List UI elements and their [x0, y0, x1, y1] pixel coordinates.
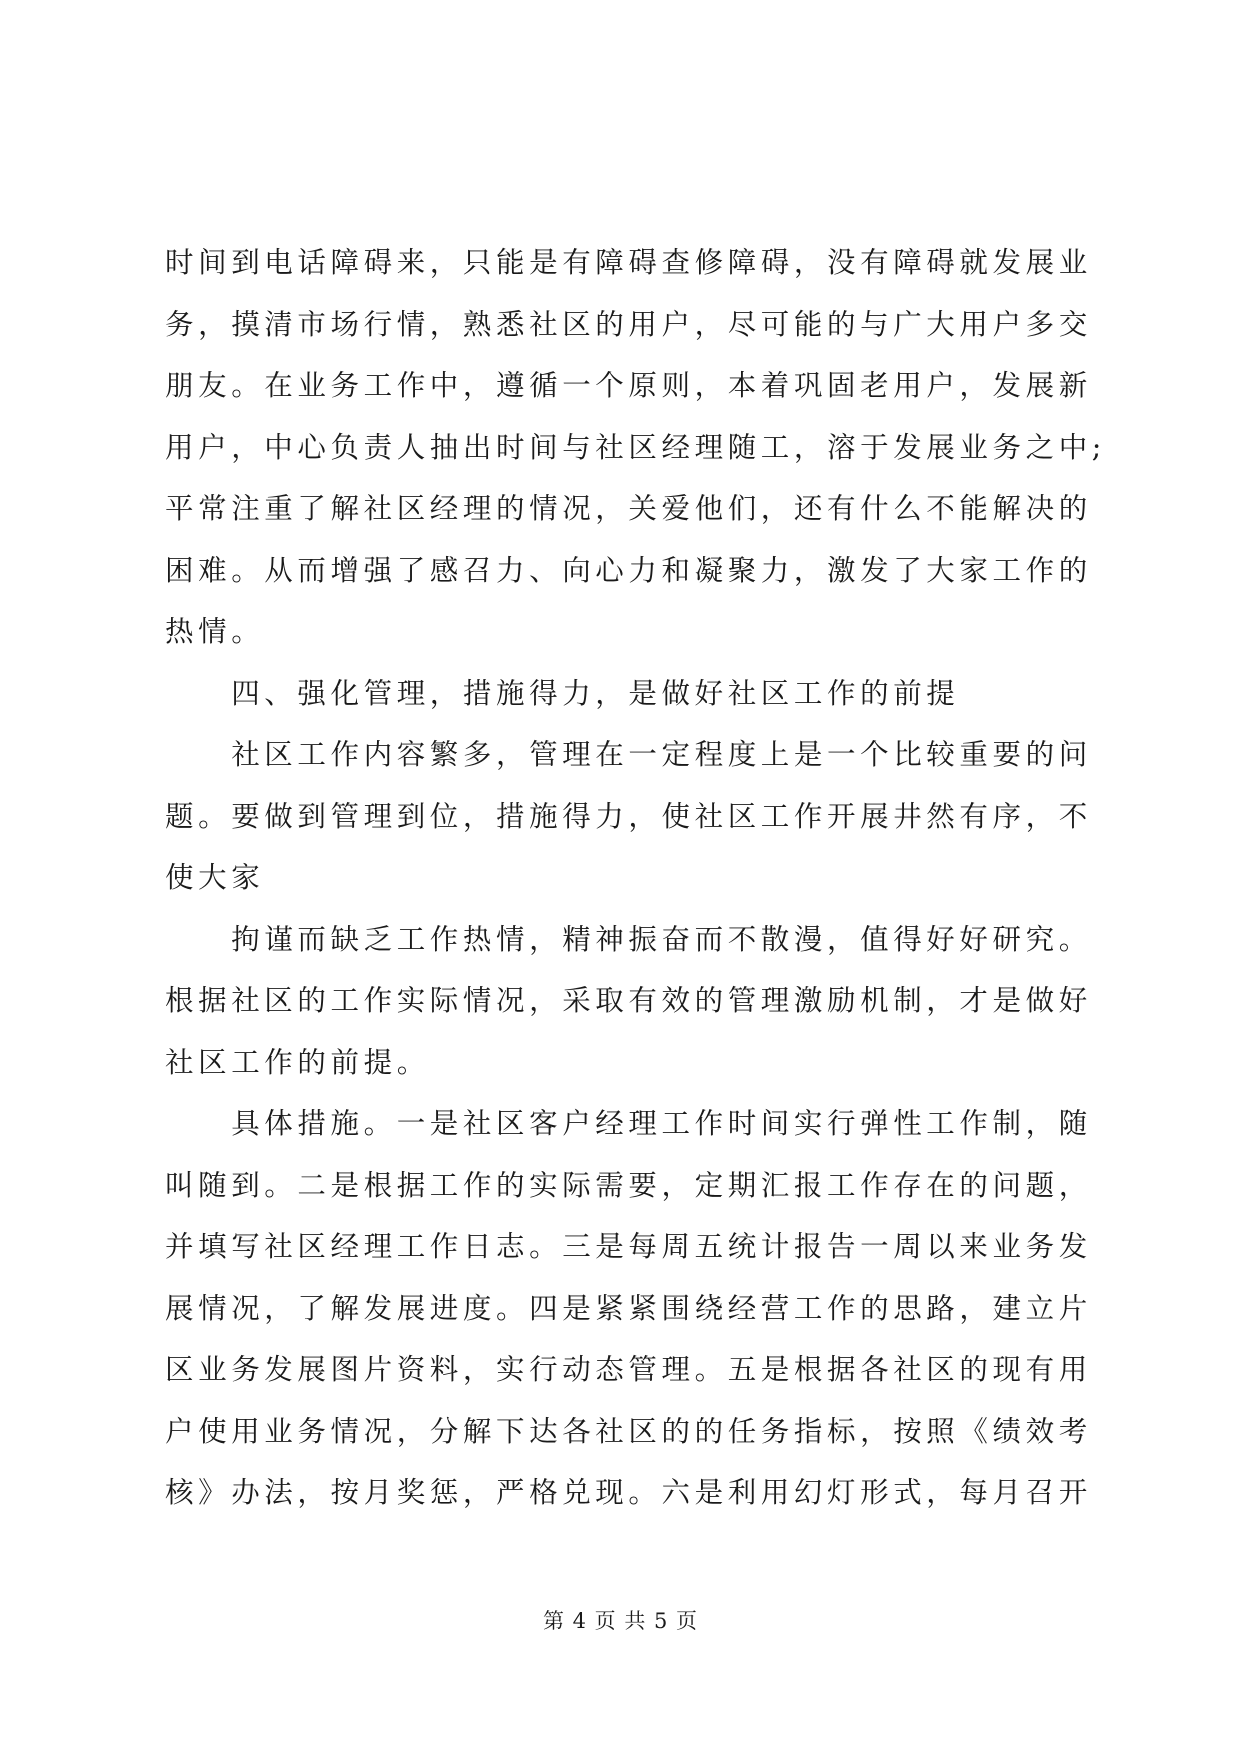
text-line: 并填写社区经理工作日志。三是每周五统计报告一周以来业务发	[165, 1230, 1092, 1263]
text-line: 时间到电话障碍来，只能是有障碍查修障碍，没有障碍就发展业	[165, 246, 1092, 279]
text-line: 户使用业务情况，分解下达各社区的的任务指标，按照《绩效考	[165, 1414, 1092, 1448]
body-text	[165, 232, 1107, 1524]
text-line: 题。要做到管理到位，措施得力，使社区工作开展井然有序，不	[165, 799, 1092, 833]
text-line: 热情。	[165, 615, 265, 648]
text-line: 朋友。在业务工作中，遵循一个原则，本着巩固老用户，发展新	[165, 369, 1092, 402]
text-line: 社区工作内容繁多，管理在一定程度上是一个比较重要的问	[165, 738, 1092, 771]
text-line: 展情况，了解发展进度。四是紧紧围绕经营工作的思路，建立片	[165, 1291, 1092, 1325]
text-line: 使大家	[165, 861, 265, 894]
text-line: 平常注重了解社区经理的情况，关爱他们，还有什么不能解决的	[165, 492, 1092, 525]
text-line: 根据社区的工作实际情况，采取有效的管理激励机制，才是做好	[165, 984, 1092, 1017]
text-line: 叫随到。二是根据工作的实际需要，定期汇报工作存在的问题，	[165, 1168, 1092, 1202]
text-line: 具体措施。一是社区客户经理工作时间实行弹性工作制，随	[165, 1107, 1092, 1140]
text-line: 社区工作的前提。	[165, 1045, 430, 1079]
text-line: 区业务发展图片资料，实行动态管理。五是根据各社区的现有用	[165, 1353, 1092, 1386]
text-line: 困难。从而增强了感召力、向心力和凝聚力，激发了大家工作的	[165, 553, 1092, 587]
page-footer: 第 4 页 共 5 页	[542, 1609, 699, 1633]
text-line: 拘谨而缺乏工作热情，精神振奋而不散漫，值得好好研究。	[165, 922, 1092, 956]
text-line: 用户，中心负责人抽出时间与社区经理随工，溶于发展业务之中;	[165, 430, 1107, 464]
text-line: 务，摸清市场行情，熟悉社区的用户，尽可能的与广大用户多交	[165, 307, 1092, 341]
text-line: 核》办法，按月奖惩，严格兑现。六是利用幻灯形式，每月召开	[165, 1476, 1092, 1509]
section-heading: 四、强化管理，措施得力，是做好社区工作的前提	[165, 676, 960, 710]
